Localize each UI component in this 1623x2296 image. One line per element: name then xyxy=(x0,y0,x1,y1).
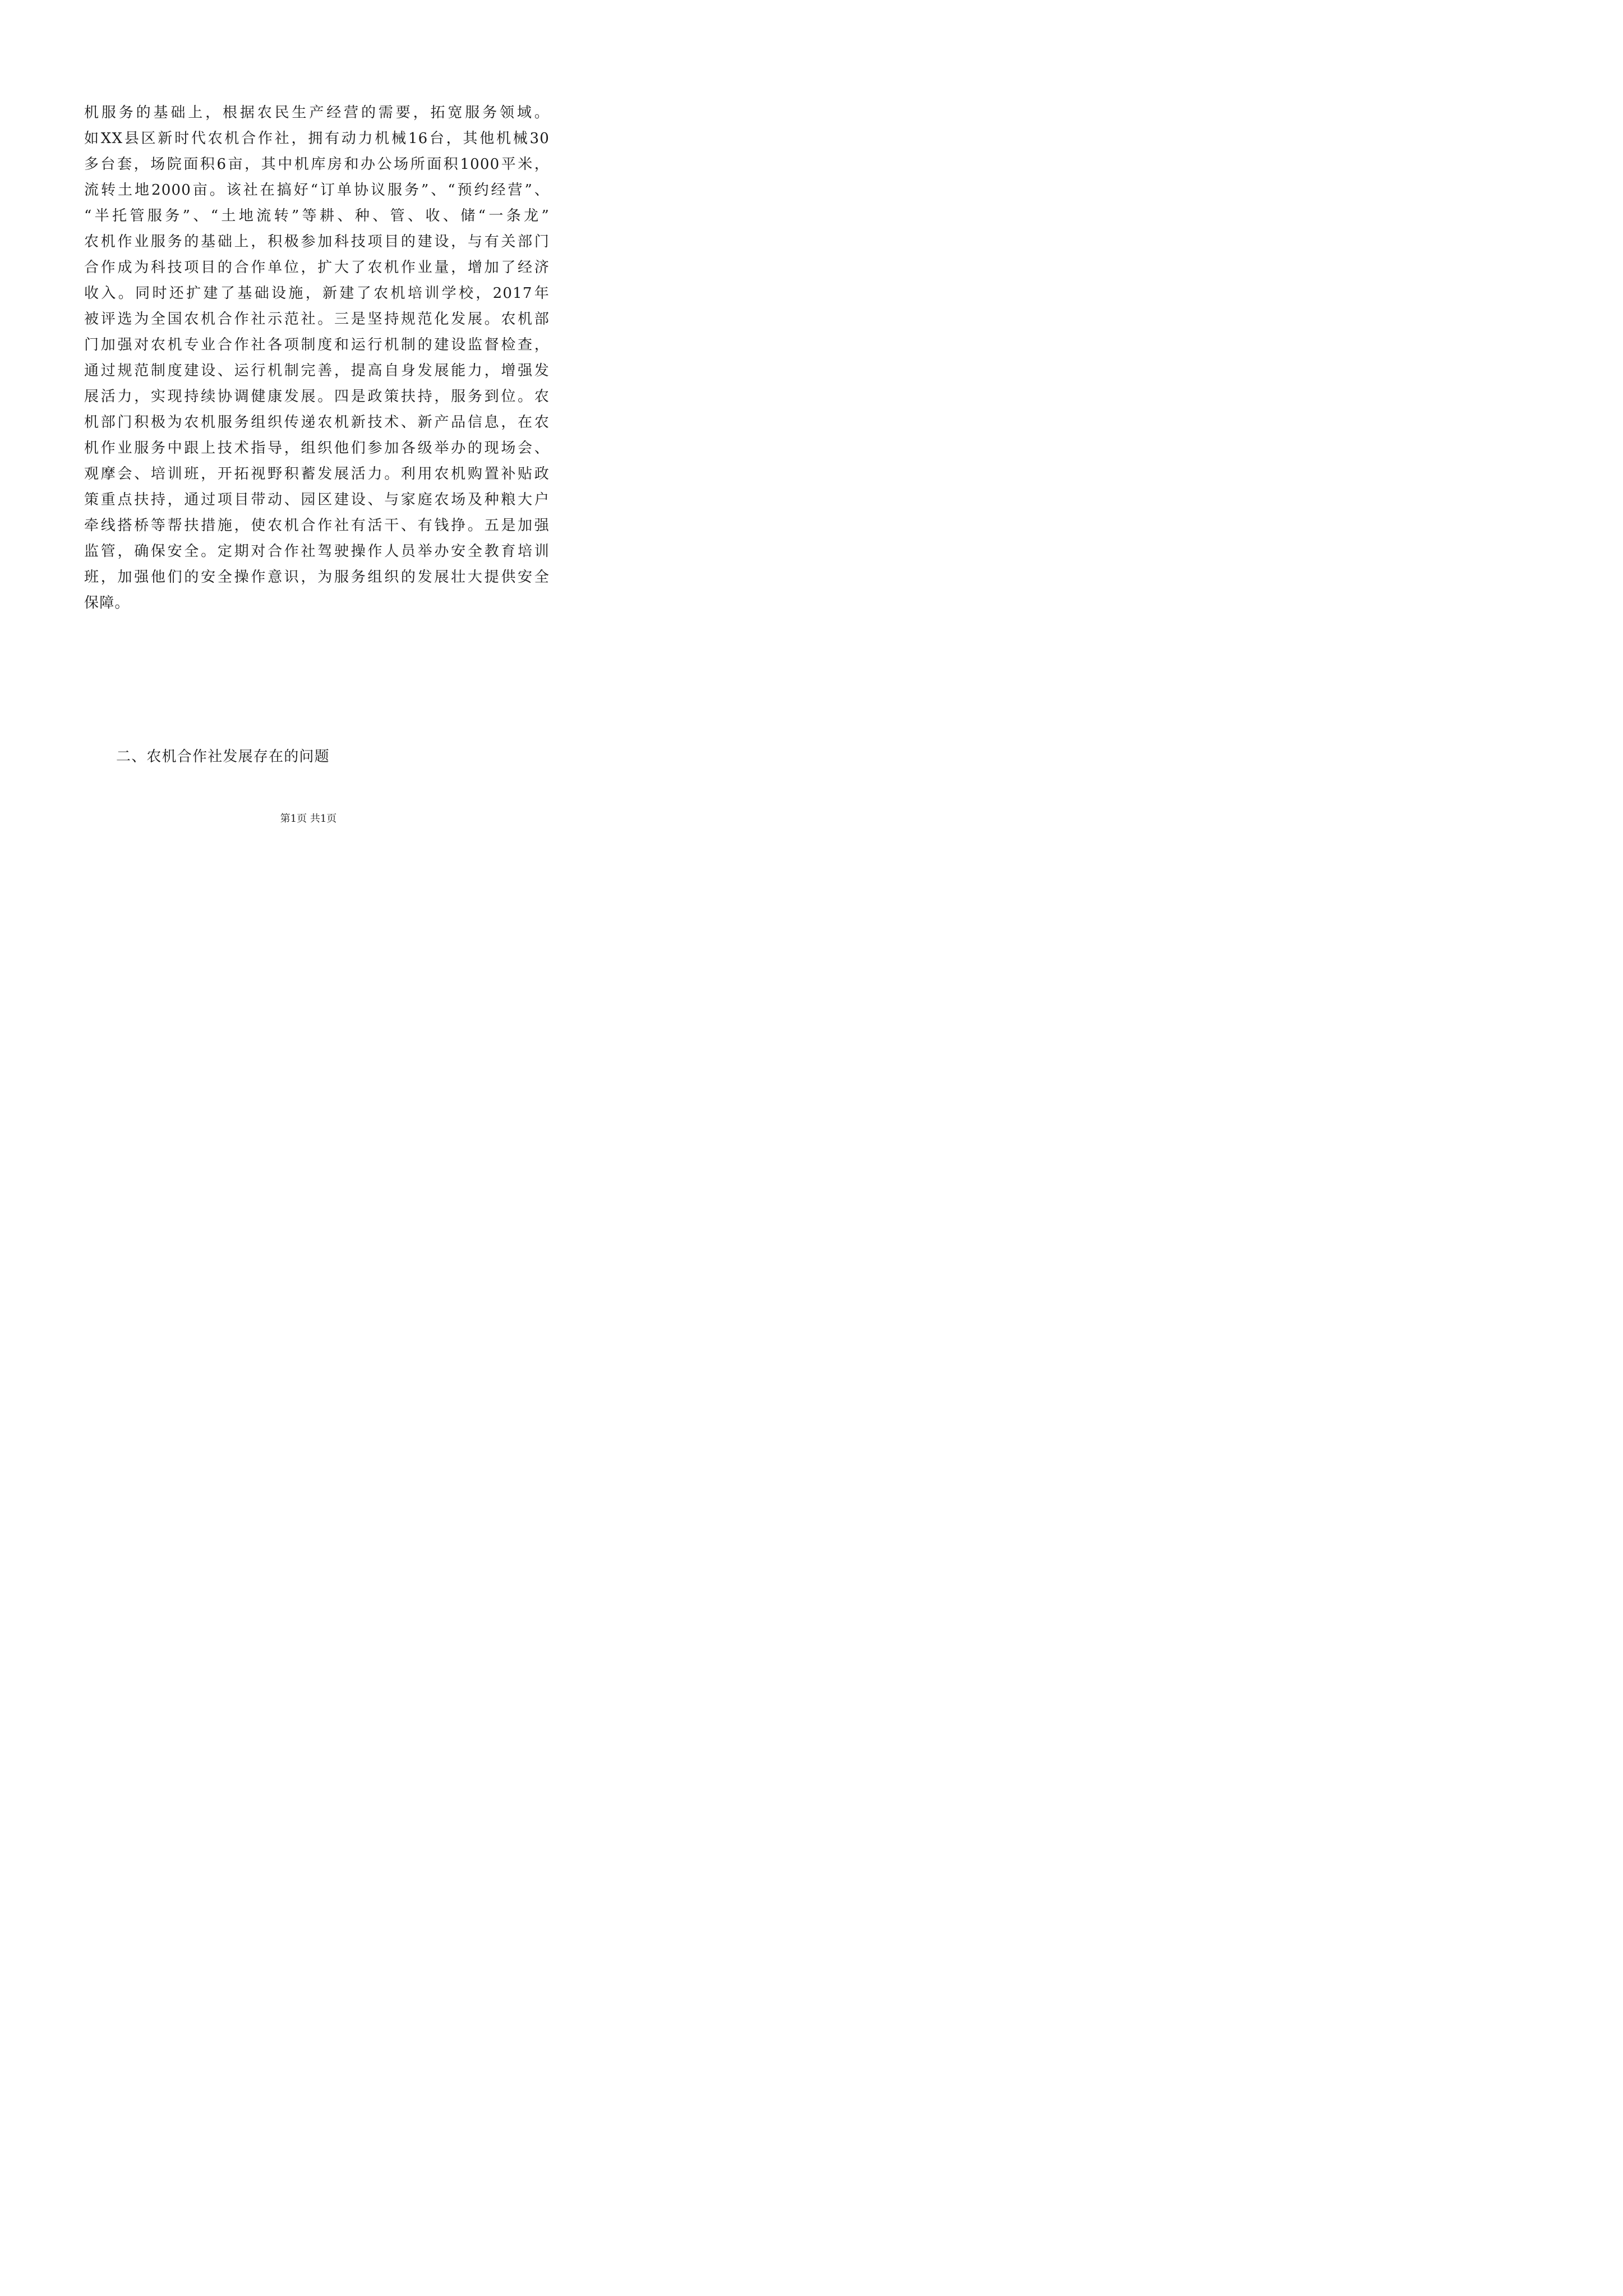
paragraph-line: “半托管服务”、“土地流转”等耕、种、管、收、储“一条龙” xyxy=(84,208,550,224)
page-footer: 第1页 共1页 xyxy=(280,813,337,825)
paragraph-line: 流转土地2000亩。该社在搞好“订单协议服务”、“预约经营”、 xyxy=(84,182,550,199)
paragraph-line: 展活力，实现持续协调健康发展。四是政策扶持，服务到位。农 xyxy=(84,388,550,405)
paragraph-line: 机部门积极为农机服务组织传递农机新技术、新产品信息，在农 xyxy=(84,414,550,431)
paragraph-line: 观摩会、培训班，开拓视野积蓄发展活力。利用农机购置补贴政 xyxy=(84,466,550,482)
paragraph-line: 农机作业服务的基础上，积极参加科技项目的建设，与有关部门 xyxy=(84,233,550,250)
paragraph-line: 机服务的基础上，根据农民生产经营的需要，拓宽服务领域。 xyxy=(84,104,550,121)
document-page xyxy=(0,0,617,873)
paragraph-line: 被评选为全国农机合作社示范社。三是坚持规范化发展。农机部 xyxy=(84,311,550,328)
paragraph-line: 通过规范制度建设、运行机制完善，提高自身发展能力，增强发 xyxy=(84,362,550,379)
body-paragraph xyxy=(84,100,550,616)
paragraph-line: 多台套，场院面积6亩，其中机库房和办公场所面积1000平米， xyxy=(84,156,550,173)
paragraph-line: 收入。同时还扩建了基础设施，新建了农机培训学校，2017年 xyxy=(84,285,550,302)
paragraph-line: 如XX县区新时代农机合作社，拥有动力机械16台，其他机械30 xyxy=(84,130,550,147)
paragraph-line: 保障。 xyxy=(84,595,130,611)
paragraph-line: 监管，确保安全。定期对合作社驾驶操作人员举办安全教育培训 xyxy=(84,543,550,560)
paragraph-line: 班，加强他们的安全操作意识，为服务组织的发展壮大提供安全 xyxy=(84,569,550,586)
paragraph-line: 策重点扶持，通过项目带动、园区建设、与家庭农场及种粮大户 xyxy=(84,491,550,508)
section-heading: 二、农机合作社发展存在的问题 xyxy=(116,748,330,765)
paragraph-line: 牵线搭桥等帮扶措施，使农机合作社有活干、有钱挣。五是加强 xyxy=(84,517,550,534)
paragraph-line: 机作业服务中跟上技术指导，组织他们参加各级举办的现场会、 xyxy=(84,440,550,457)
paragraph-line: 合作成为科技项目的合作单位，扩大了农机作业量，增加了经济 xyxy=(84,259,550,276)
paragraph-line: 门加强对农机专业合作社各项制度和运行机制的建设监督检查， xyxy=(84,337,550,353)
